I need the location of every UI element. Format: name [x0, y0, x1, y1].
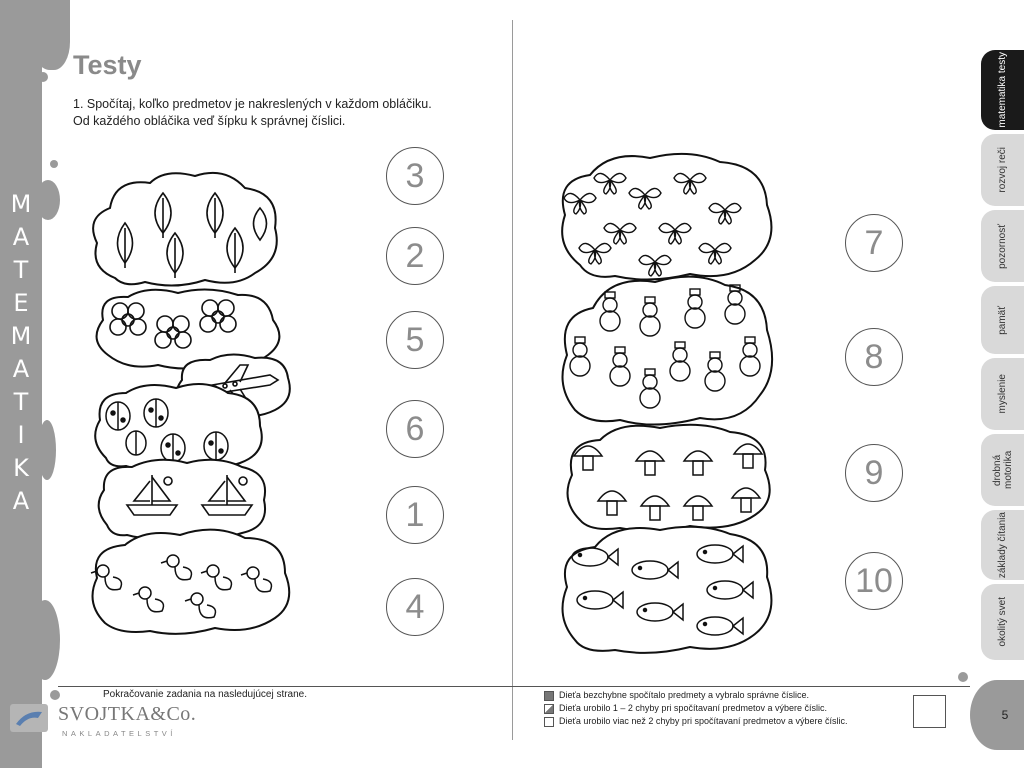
cloud-snowmen	[555, 270, 780, 430]
tab-zaklady-citania[interactable]	[981, 510, 1024, 580]
vertical-letter: M	[10, 322, 32, 350]
vertical-letter: A	[12, 487, 30, 515]
vertical-letter: K	[13, 454, 29, 482]
publisher-name: SVOJTKA&Co.	[58, 703, 197, 725]
answer-circle-8[interactable]: 8	[845, 328, 903, 386]
answer-circle-3[interactable]: 3	[386, 147, 444, 205]
page-title: Testy	[73, 50, 142, 80]
publisher-logo-icon	[8, 700, 50, 736]
tab-matematika-testy[interactable]	[981, 50, 1024, 130]
tab-label: matematika testy	[997, 52, 1008, 128]
cloud-mushrooms	[560, 420, 780, 535]
vertical-letter: T	[13, 388, 29, 416]
section-tabs	[981, 50, 1024, 660]
cloud-ducks	[85, 523, 300, 638]
instruction-line-2: Od každého obláčika veď šípku k správnej číslici.	[73, 114, 346, 128]
instruction-line-1: 1. Spočítaj, koľko predmetov je nakreslených v každom obláčiku.	[73, 97, 432, 111]
vertical-letter: A	[12, 355, 30, 383]
legend-item-few-errors	[559, 703, 889, 714]
legend-text: Dieťa bezchybne spočítalo predmety a vybralo správne číslice.	[559, 690, 810, 700]
grey-splat	[30, 600, 60, 680]
legend-box-filled	[544, 691, 554, 701]
grey-splat	[50, 160, 58, 168]
answer-circle-2[interactable]: 2	[386, 227, 444, 285]
tab-label: rozvoj reči	[997, 147, 1008, 193]
footer-divider	[58, 686, 970, 687]
tab-label: drobná motorika	[991, 450, 1014, 490]
tab-label: myslenie	[997, 374, 1008, 414]
tab-label: pozornosť	[997, 223, 1008, 269]
publisher-subtitle: NAKLADATELSTVÍ	[62, 729, 176, 738]
vertical-letter: M	[10, 190, 32, 218]
legend-text: Dieťa urobilo viac než 2 chyby pri spočítavaní predmetov a výbere číslic.	[559, 716, 848, 726]
answer-circle-4[interactable]: 4	[386, 578, 444, 636]
vertical-letter: A	[12, 223, 30, 251]
tab-label: okolitý svet	[997, 597, 1008, 647]
vertical-letter: E	[13, 289, 29, 317]
answer-circle-6[interactable]: 6	[386, 400, 444, 458]
tab-rozvoj-reci[interactable]	[981, 134, 1024, 206]
grey-splat	[30, 0, 70, 70]
tab-pamat[interactable]	[981, 286, 1024, 354]
score-checkbox[interactable]	[913, 695, 946, 728]
tab-myslenie[interactable]	[981, 358, 1024, 430]
vertical-letter: T	[13, 256, 29, 284]
answer-circle-5[interactable]: 5	[386, 311, 444, 369]
grey-splat	[50, 690, 60, 700]
continuation-note: Pokračovanie zadania na nasledujúcej strane.	[103, 689, 308, 700]
grey-splat	[38, 72, 48, 82]
book-spine	[512, 20, 513, 740]
legend-box-half	[544, 704, 554, 714]
vertical-letter: I	[17, 421, 25, 449]
legend-item-many-errors	[559, 716, 889, 727]
tab-label: základy čítania	[997, 511, 1008, 579]
tab-okolity-svet[interactable]	[981, 584, 1024, 660]
legend-item-no-errors	[559, 690, 889, 701]
legend-text: Dieťa urobilo 1 – 2 chyby pri spočítavaní predmetov a výbere číslic.	[559, 703, 828, 713]
cloud-fish	[555, 522, 785, 657]
answer-circle-1[interactable]: 1	[386, 486, 444, 544]
answer-circle-10[interactable]: 10	[845, 552, 903, 610]
answer-circle-9[interactable]: 9	[845, 444, 903, 502]
grey-splat	[36, 180, 60, 220]
answer-circle-7[interactable]: 7	[845, 214, 903, 272]
tab-label: pamäť	[997, 305, 1008, 335]
page-number: 5	[1001, 708, 1009, 722]
cloud-butterflies	[555, 150, 780, 285]
grey-splat	[38, 420, 56, 480]
cloud-leaves	[85, 168, 285, 288]
tab-pozornost[interactable]	[981, 210, 1024, 282]
legend-box-empty	[544, 717, 554, 727]
tab-drobna-motorika[interactable]	[981, 434, 1024, 506]
grey-splat	[958, 672, 968, 682]
